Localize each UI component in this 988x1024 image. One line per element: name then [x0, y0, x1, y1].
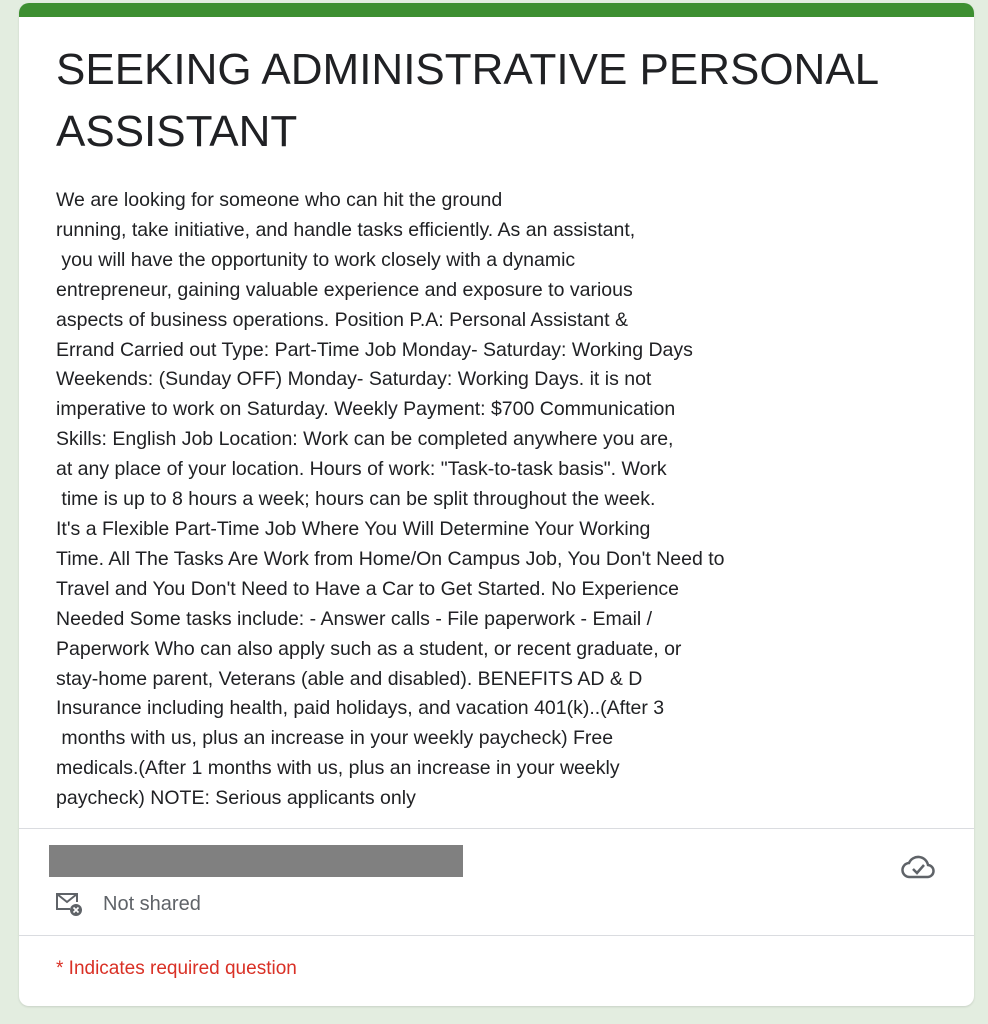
- cloud-check-icon[interactable]: [901, 851, 935, 881]
- form-description: We are looking for someone who can hit the ground running, take initiative, and handle tasks efficiently. As an assistant, you will have the opportunity to work closely with a dynamic entrepreneur, gaining valuable experience and exposure to various aspects of business operations. Position P.A: Personal Assistant & Errand Carried out Type: Part-Time Job Monday- Saturday: Working Days Weekends: (Sunday OFF) Monday- Saturday: Working Days. it is not imperative to work on Saturday. Weekly Payment: $700 Communication Skills: English Job Location: Work can be completed anywhere you are, at any place of your location. Hours of work: "Task-to-task basis". Work time is up to 8 hours a week; hours can be split throughout the week. It's a Flexible Part-Time Job Where You Will Determine Your Working Time. All The Tasks Are Work from Home/On Campus Job, You Don't Need to Travel and You Don't Need to Have a Car to Get Started. No Experience Needed Some tasks include: - Answer calls - File paperwork - Email / Paperwork Who can also apply such as a student, or recent graduate, or stay-home parent, Veterans (able and disabled). BENEFITS AD & D Insurance including health, paid holidays, and vacation 401(k)..(After 3 months with us, plus an increase in your weekly paycheck) Free medicals.(After 1 months with us, plus an increase in your weekly paycheck) NOTE: Serious applicants only: [56, 189, 725, 810]
- email-collection-status: [55, 891, 201, 917]
- theme-accent-bar: [19, 3, 974, 17]
- form-title: SEEKING ADMINISTRATIVE PERSONAL ASSISTANT: [56, 45, 880, 156]
- divider: [19, 935, 974, 936]
- mail-not-shared-icon: [55, 891, 83, 917]
- divider: [19, 828, 974, 829]
- form-header-card: [19, 3, 974, 1006]
- redacted-account-email: [49, 845, 463, 877]
- email-status-label: Not shared: [103, 892, 201, 915]
- required-question-note: * Indicates required question: [56, 958, 297, 979]
